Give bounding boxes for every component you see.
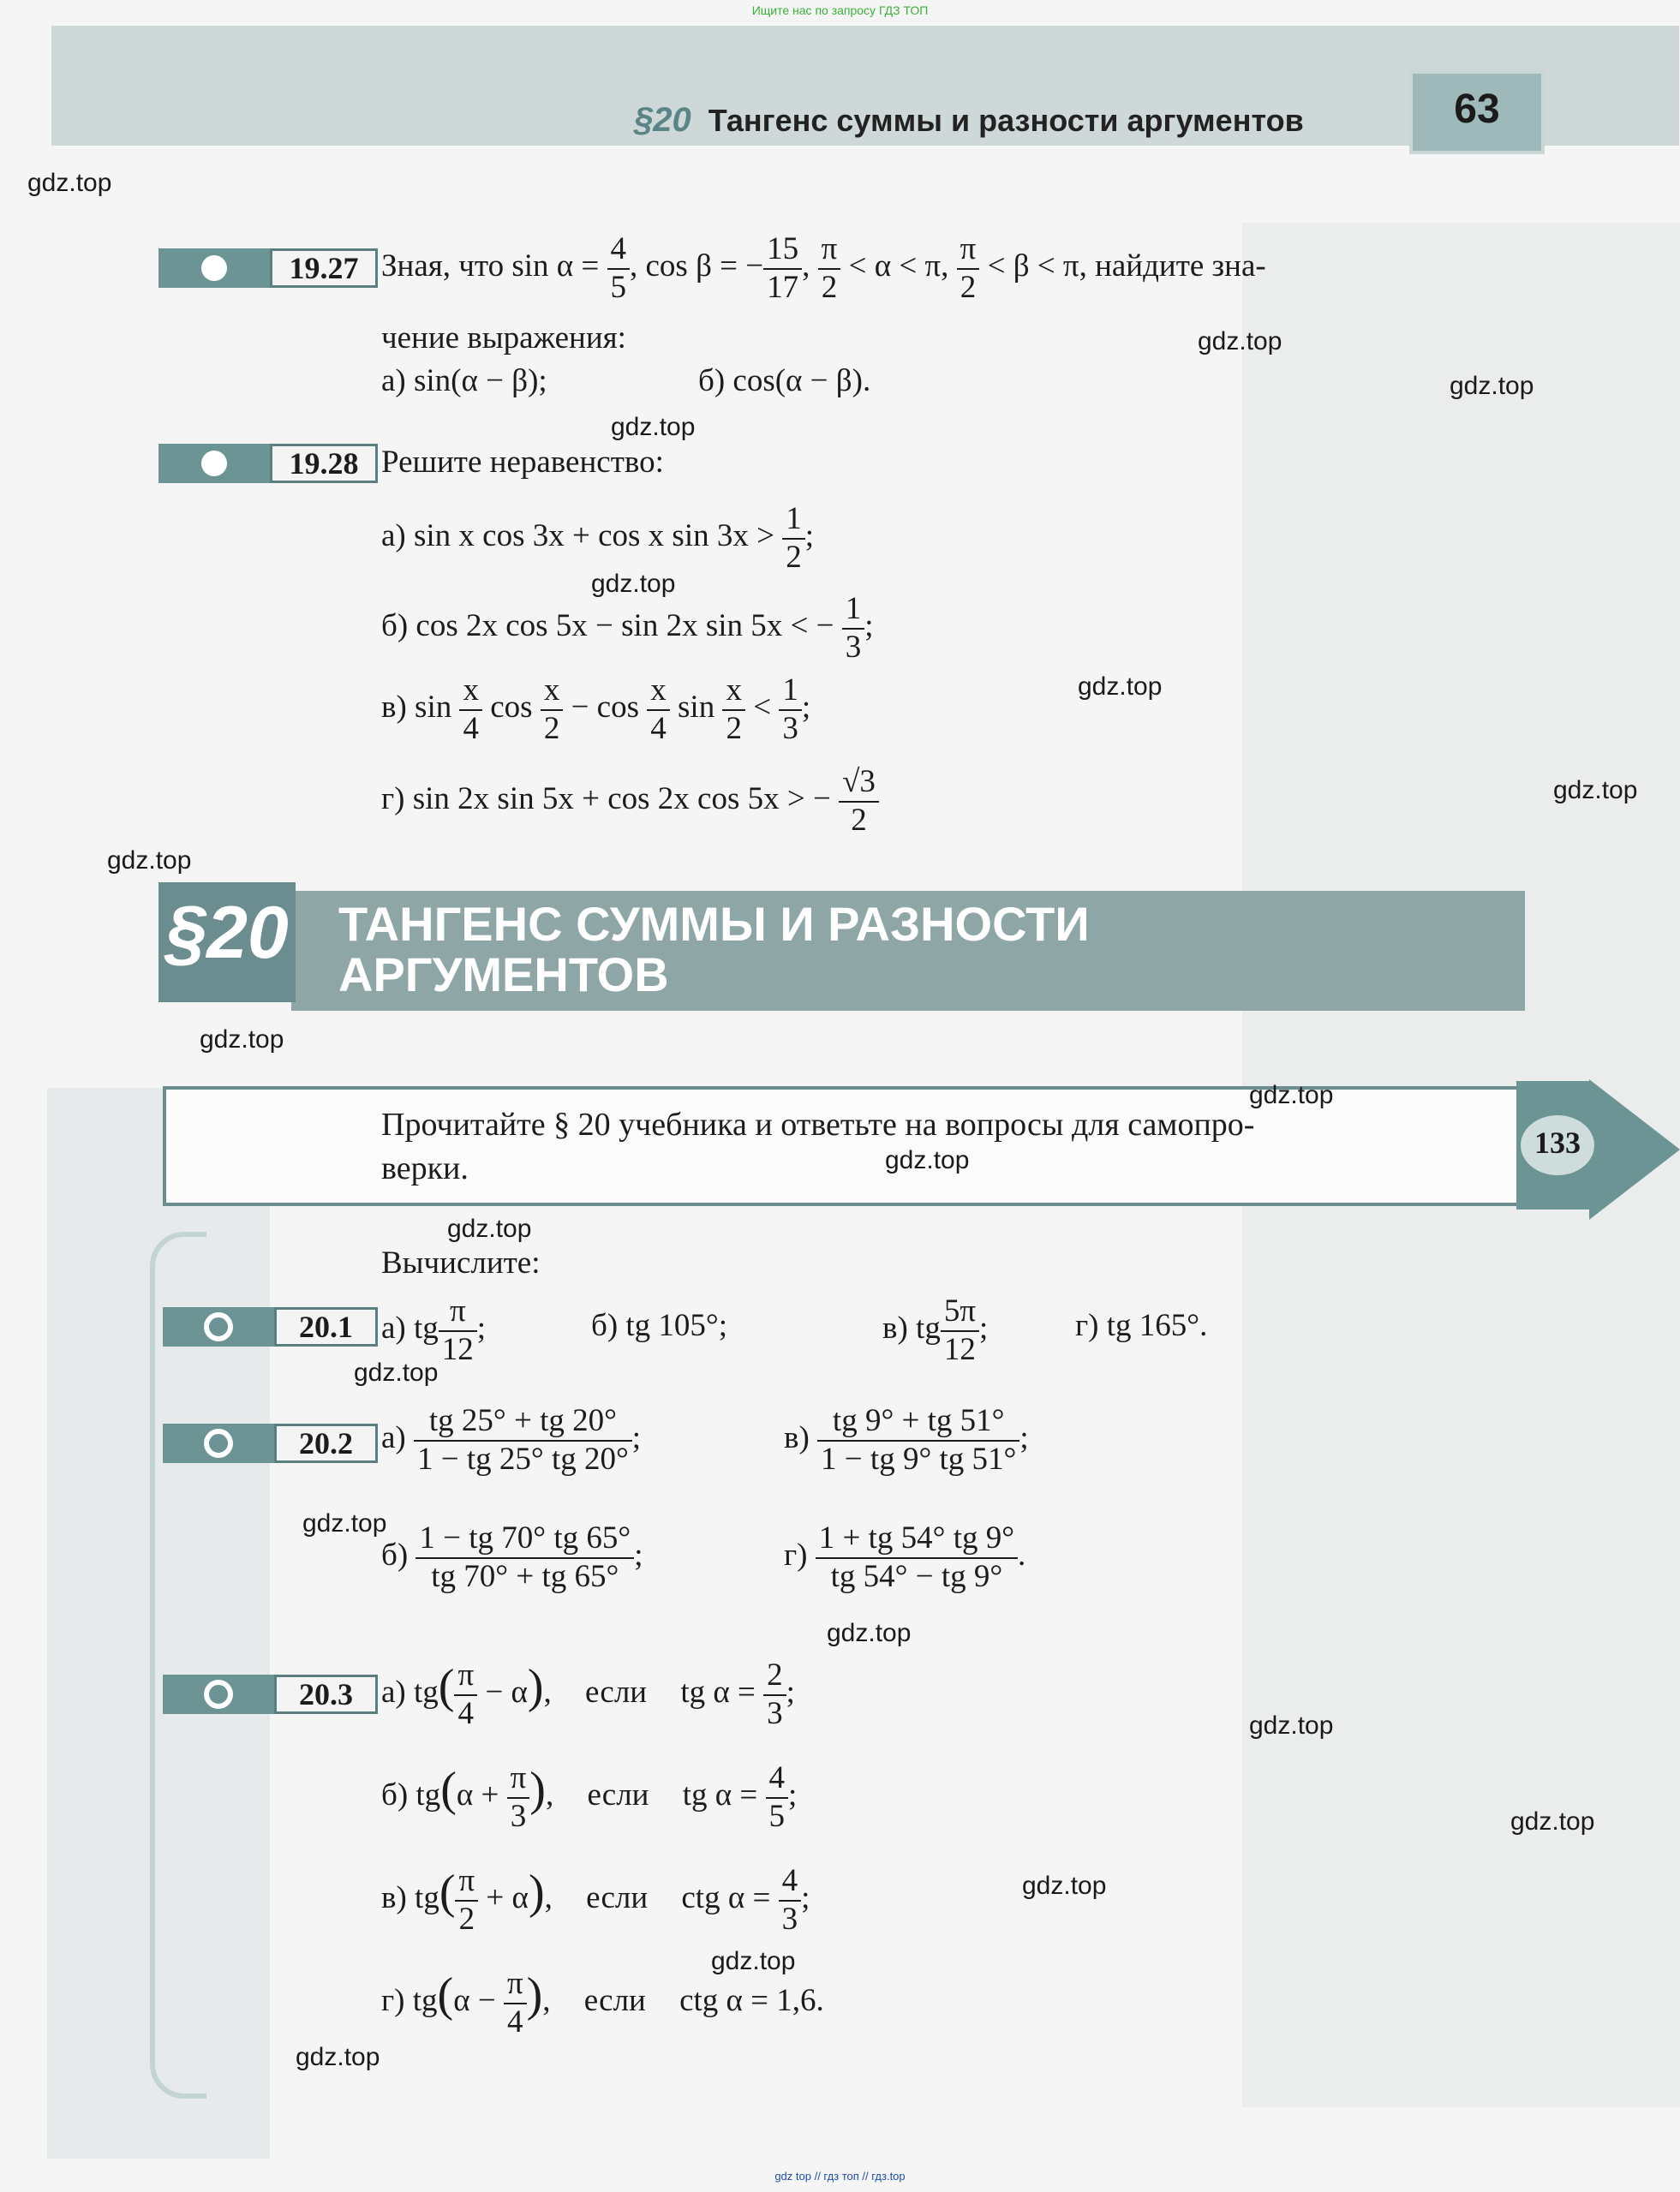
reference-page: 133 xyxy=(1534,1126,1581,1160)
difficulty-dot-icon xyxy=(201,255,227,281)
watermark: gdz.top xyxy=(711,1947,796,1975)
watermark: gdz.top xyxy=(1249,1711,1334,1740)
difficulty-ring-icon xyxy=(204,1680,233,1709)
watermark: gdz.top xyxy=(296,2043,380,2071)
task-number: 20.3 xyxy=(274,1675,378,1714)
watermark: gdz.top xyxy=(827,1619,912,1647)
watermark: gdz.top xyxy=(302,1509,387,1538)
section-number: §20 xyxy=(165,892,289,974)
task-20-2-v: в) $\frac{tg 9^\circ + tg 51^\circ}{1 - tg 9^\circ tg 51^\circ}$ ; xyxy=(784,1403,1029,1477)
arrow-right-icon xyxy=(1589,1079,1680,1220)
task-19-28-v: в) sin $\frac{x}{4}$ cos $\frac{x}{2}$ − cos $\frac{x}{4}$ sin $\frac{x}{2}$ < $\frac{1}{3}$ ; xyxy=(381,672,811,746)
task-number: 19.27 xyxy=(270,248,378,288)
watermark: gdz.top xyxy=(354,1359,439,1387)
running-header xyxy=(634,101,1304,140)
task-number: 20.1 xyxy=(274,1307,378,1347)
watermark: gdz.top xyxy=(447,1215,532,1243)
task-20-2-b: б) $\frac{1 - tg 70^\circ tg 65^\circ}{tg 70^\circ + tg 65^\circ}$ ; xyxy=(381,1520,643,1594)
task-19-27-line2: чение выражения: xyxy=(381,320,626,355)
task-20-1-b: б) tg 105°; xyxy=(591,1308,728,1343)
watermark: gdz.top xyxy=(1078,672,1163,701)
task-20-3-g: г) tg(α − $\frac{\pi}{4}$ ), если ctg α = 1,6. xyxy=(381,1966,824,2040)
search-note: Ищите нас по запросу ГДЗ ТОП xyxy=(751,3,929,17)
difficulty-ring-icon xyxy=(204,1312,233,1341)
task-20-3-b: б) tg(α + $\frac{\pi}{3}$ ), если tg α = $\frac{4}{5}$ ; xyxy=(381,1760,798,1834)
task-20-3-v: в) tg( $\frac{\pi}{2}$ + α), если ctg α = $\frac{4}{3}$ ; xyxy=(381,1863,810,1937)
task-20-1-a: а) tg $\frac{\pi}{12}$ ; xyxy=(381,1293,487,1367)
watermark: gdz.top xyxy=(1553,776,1638,804)
compute-label: Вычислите: xyxy=(381,1245,541,1281)
task-19-28-intro: Решите неравенство: xyxy=(381,445,664,480)
watermark: gdz.top xyxy=(107,846,192,875)
task-19-27-b: б) cos(α − β). xyxy=(698,363,871,398)
footer-note: gdz top // гдз топ // гдз.top xyxy=(774,2170,906,2183)
watermark: gdz.top xyxy=(591,570,676,598)
watermark: gdz.top xyxy=(1450,372,1534,400)
watermark: gdz.top xyxy=(1249,1081,1334,1109)
task-20-2-a: а) $\frac{tg 25^\circ + tg 20^\circ}{1 - tg 25^\circ tg 20^\circ}$ ; xyxy=(381,1403,642,1477)
difficulty-dot-icon xyxy=(201,451,227,476)
task-19-28-g: г) sin 2x sin 5x + cos 2x cos 5x > − $\frac{√3}{2}$ xyxy=(381,764,879,839)
watermark: gdz.top xyxy=(1198,327,1282,355)
task-20-1-g: г) tg 165°. xyxy=(1075,1308,1208,1343)
task-19-28-a: а) sin x cos 3x + cos x sin 3x > $\frac{1}{2}$ ; xyxy=(381,501,815,575)
task-number: 19.28 xyxy=(270,444,378,483)
task-19-27-a: а) sin(α − β); xyxy=(381,363,547,398)
task-19-28-b: б) cos 2x cos 5x − sin 2x sin 5x < − $\frac{1}{3}$ ; xyxy=(381,591,874,665)
task-number: 20.2 xyxy=(274,1424,378,1463)
task-20-3-a: а) tg( $\frac{\pi}{4}$ − α), если tg α = $\frac{2}{3}$ ; xyxy=(381,1657,795,1731)
task-20-1-v: в) tg $\frac{5\pi}{12}$ ; xyxy=(882,1293,989,1367)
header-section: §20 xyxy=(634,101,691,139)
watermark: gdz.top xyxy=(200,1025,284,1054)
header-title: Тангенс суммы и разности аргументов xyxy=(708,103,1304,138)
group-bracket xyxy=(150,1232,206,2099)
page-number: 63 xyxy=(1454,87,1500,132)
task-20-2-g: г) $\frac{1 + tg 54^\circ tg 9^\circ}{tg 54^\circ - tg 9^\circ}$ . xyxy=(784,1520,1026,1594)
task-19-27-statement: Зная, что sin α = $\frac{4}{5}$ , cos β = − $\frac{15}{17}$ , $\frac{\pi}{2}$ < α < π, $\frac{\pi}{2}$ < β < π, найдите зна- xyxy=(381,231,1266,305)
section-title: ТАНГЕНС СУММЫ И РАЗНОСТИ АРГУМЕНТОВ xyxy=(338,897,1090,1001)
difficulty-ring-icon xyxy=(204,1429,233,1458)
watermark: gdz.top xyxy=(885,1146,970,1174)
watermark: gdz.top xyxy=(611,413,696,441)
watermark: gdz.top xyxy=(1022,1872,1107,1900)
reading-assignment-text: Прочитайте § 20 учебника и ответьте на вопросы для самопро- верки. xyxy=(381,1107,1255,1187)
watermark: gdz.top xyxy=(1510,1807,1595,1836)
watermark: gdz.top xyxy=(27,169,112,197)
